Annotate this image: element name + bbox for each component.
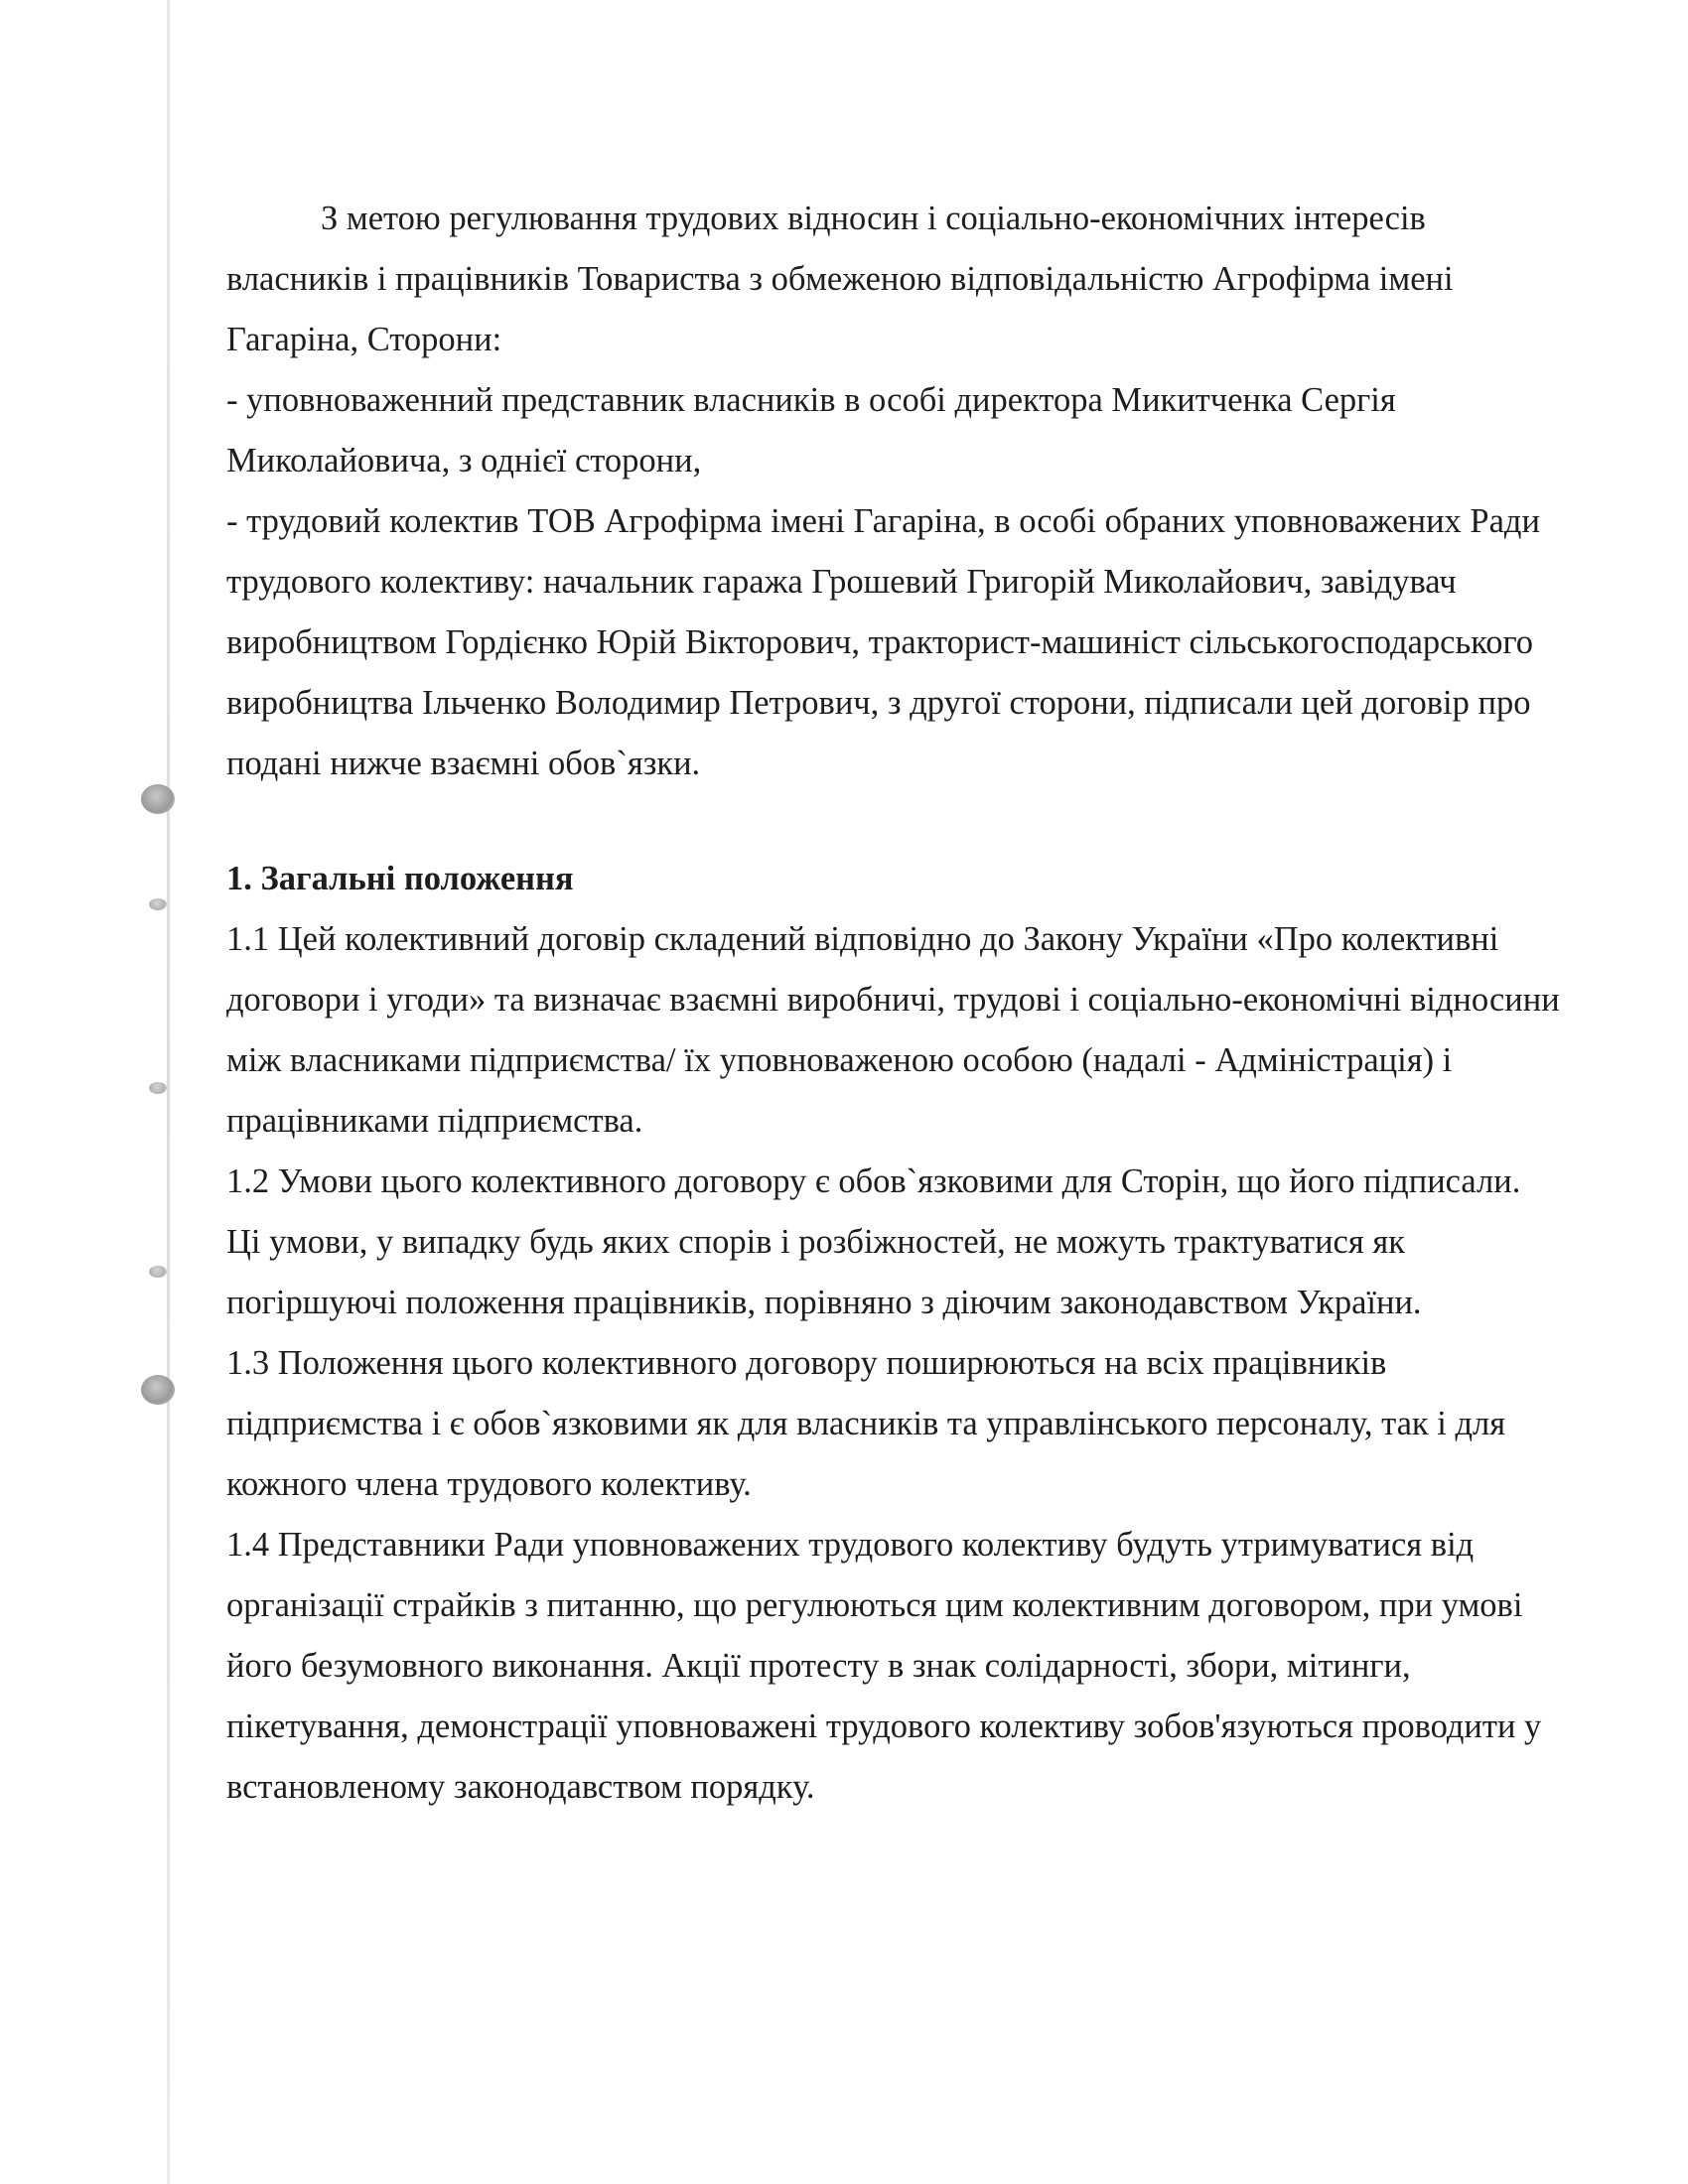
party-1-paragraph: - уповноваженний представник власників в особі директора Микитченка Сергія Миколайовича, з однієї сторони,: [226, 381, 1396, 479]
punch-hole: [141, 784, 175, 814]
clause-1-2: 1.2 Умови цього колективного договору є обов`язковими для Сторін, що його підписали. Ці умови, у випадку будь яких спорів і розбіжностей, не можуть трактуватися як погіршуючі положення працівників, порівняно з діючим законодавством України.: [226, 1162, 1521, 1321]
document-body: [226, 189, 1562, 1818]
binding-edge: [167, 0, 170, 2184]
intro-paragraph: З метою регулювання трудових відносин і соціально-економічних інтересів власників і працівників Товариства з обмеженою відповідальністю Агрофірма імені Гагаріна, Сторони:: [226, 200, 1454, 358]
clause-1-4: 1.4 Представники Ради уповноважених трудового колективу будуть утримуватися від організації страйків з питанню, що регулюються цим колективним договором, при умові його безумовного виконання. Акції протесту в знак солідарності, збори, мітинги, пікетування, демонстрації уповноважені трудового колективу зобов'язуються проводити у встановленому законодавством порядку.: [226, 1526, 1542, 1806]
clause-1-1: 1.1 Цей колективний договір складений відповідно до Закону України «Про колективні договори і угоди» та визначає взаємні виробничі, трудові і соціально-економічні відносини між власниками підприємства/ їх уповноваженою особою (надалі - Адміністрація) і працівниками підприємства.: [226, 920, 1560, 1140]
punch-hole: [141, 1375, 175, 1405]
punch-mark: [149, 1266, 167, 1278]
punch-mark: [149, 1082, 167, 1094]
section-heading: 1. Загальні положення: [226, 860, 574, 897]
punch-mark: [149, 898, 167, 910]
party-2-paragraph: - трудовий колектив ТОВ Агрофірма імені Гагаріна, в особі обраних уповноважених Ради трудового колективу: начальник гаража Грошевий Григорій Миколайович, завідувач виробництвом Гордієнко Юрій Вікторович, тракторист-машиніст сільськогосподарського виробництва Ільченко Володимир Петрович, з другої сторони, підписали цей договір про подані нижче взаємні обов`язки.: [226, 502, 1540, 782]
clause-1-3: 1.3 Положення цього колективного договору поширюються на всіх працівників підприємства і є обов`язковими як для власників та управлінського персоналу, так і для кожного члена трудового колективу.: [226, 1344, 1506, 1503]
